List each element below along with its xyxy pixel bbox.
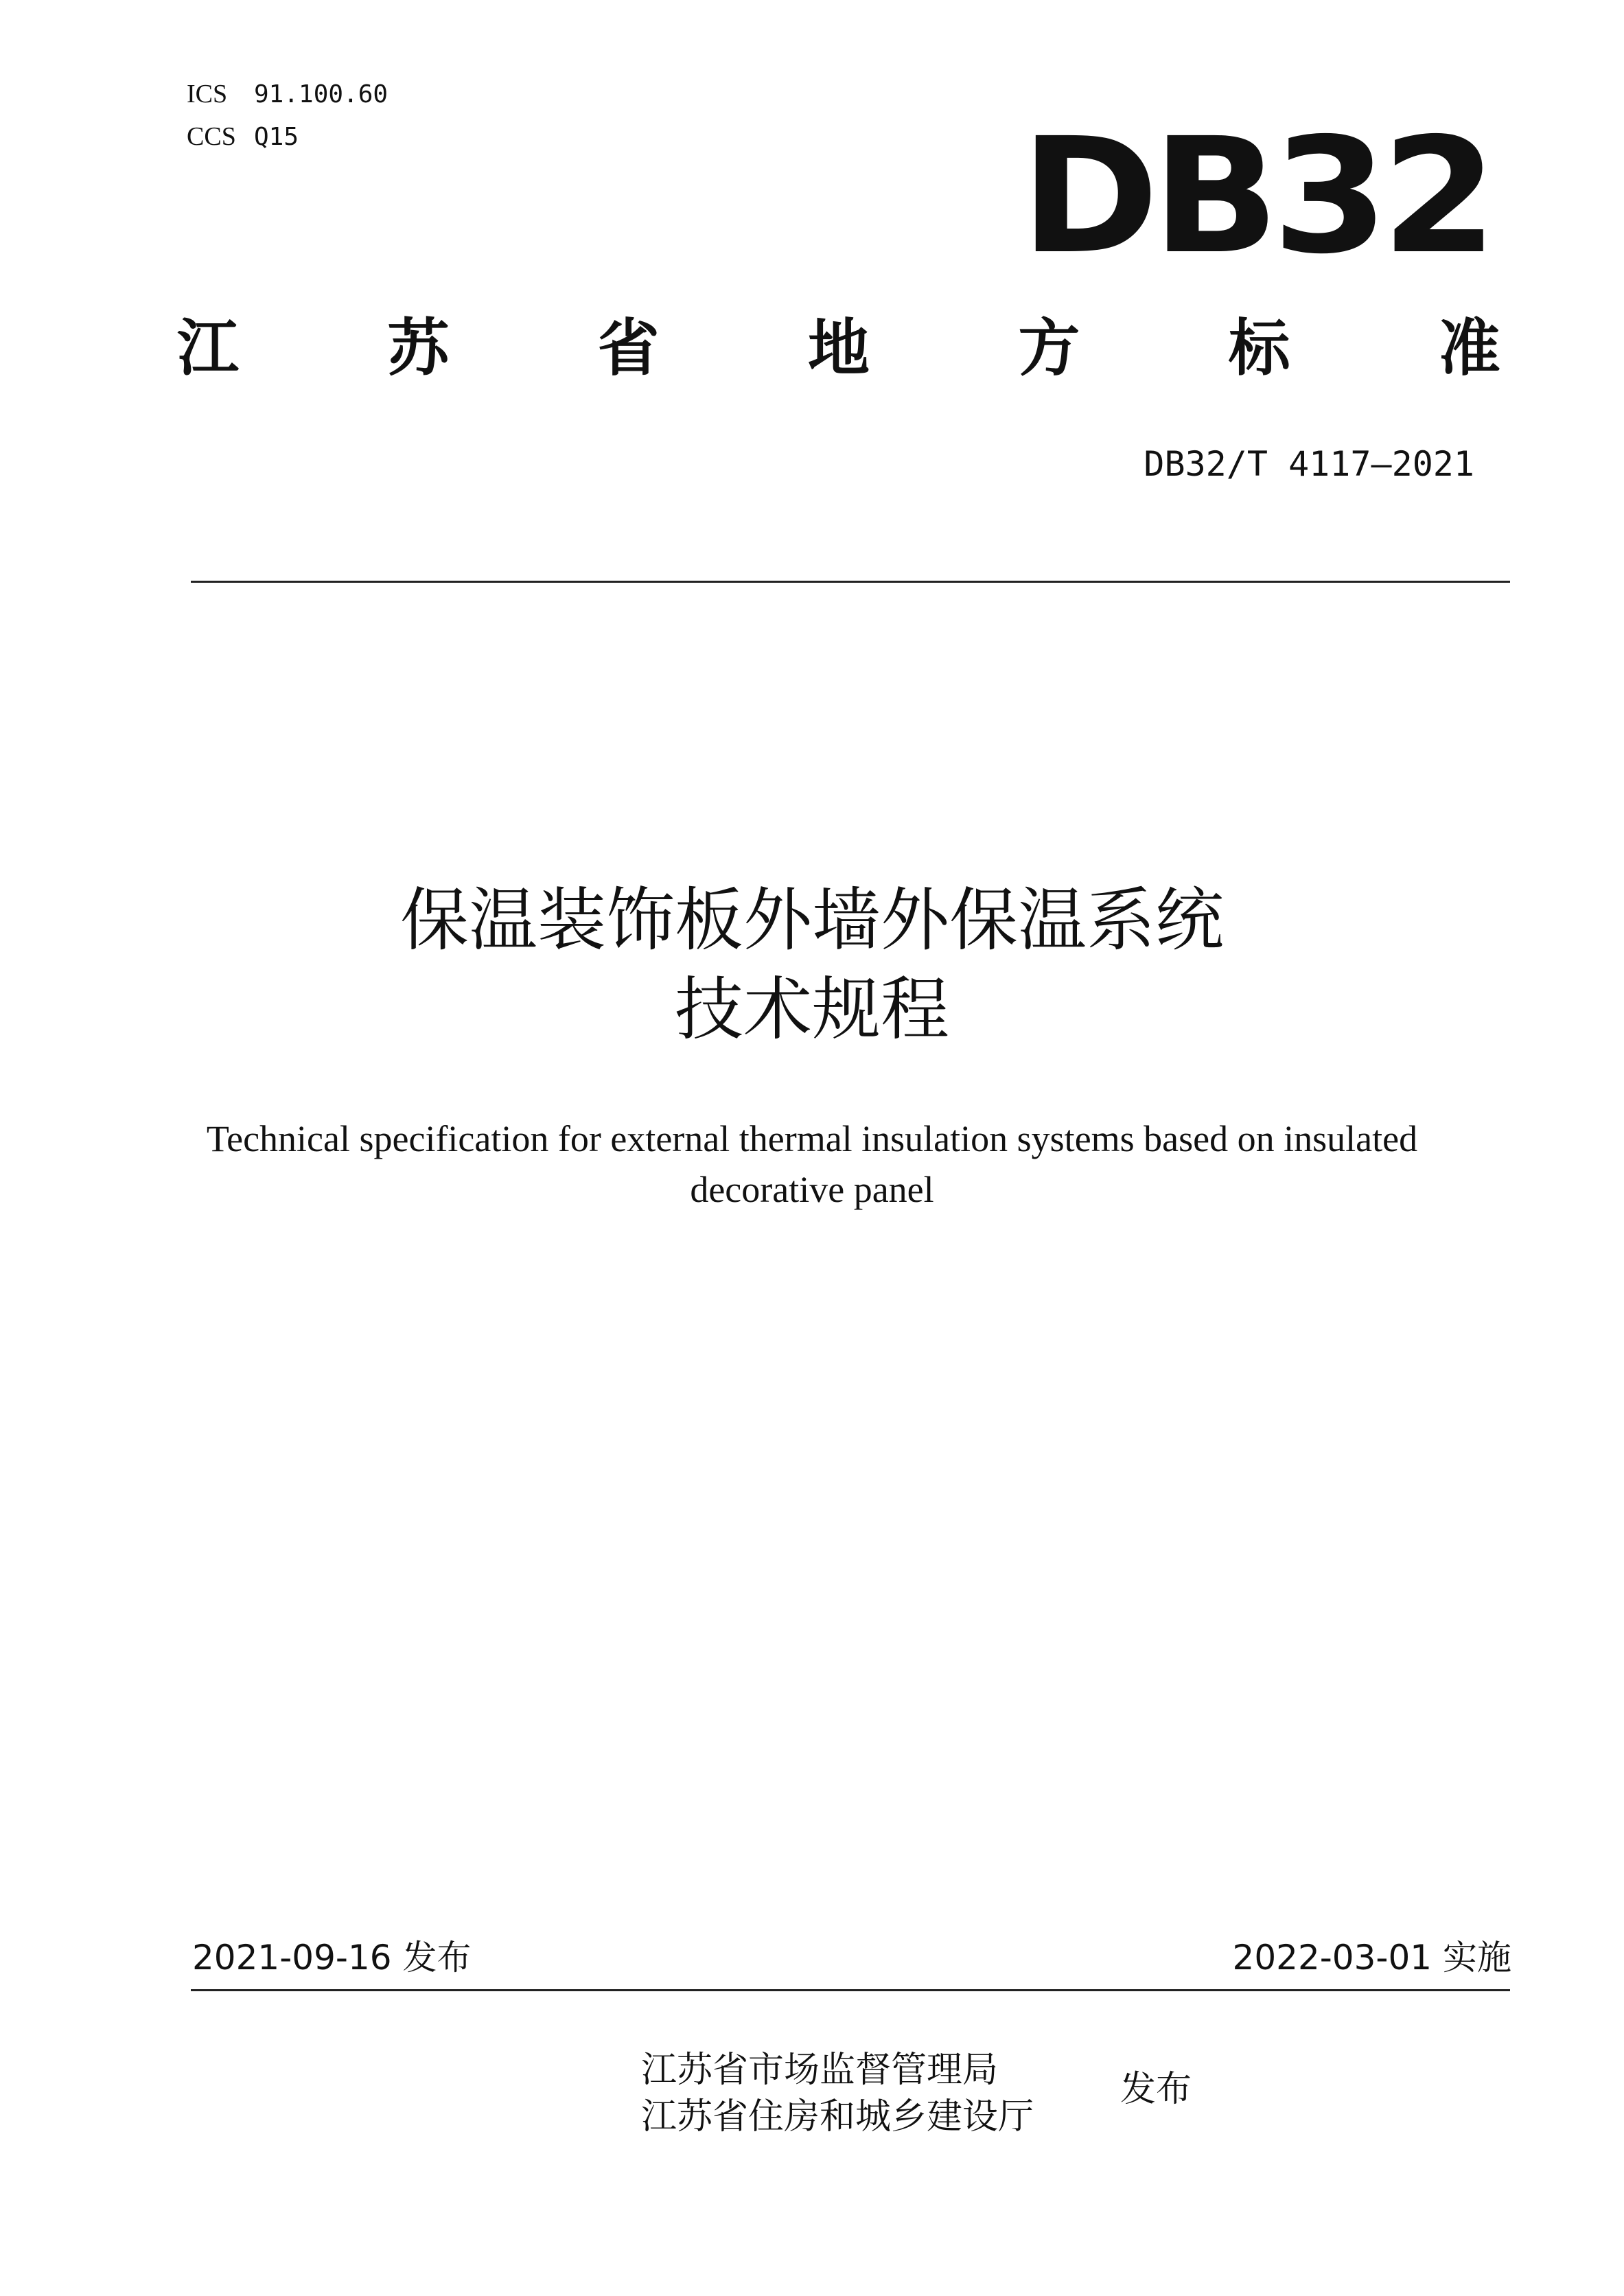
standard-type-char: 省 <box>597 312 660 384</box>
bottom-divider <box>191 1989 1510 1991</box>
english-title: Technical specification for external thermal insulation systems based on insulated decorative panel <box>206 1118 1418 1210</box>
publisher-name: 江苏省市场监督管理局 <box>641 2050 999 2091</box>
document-title <box>0 876 1624 1054</box>
publisher-name: 江苏省住房和城乡建设厅 <box>641 2096 1034 2137</box>
standard-type-char: 江 <box>177 312 239 384</box>
publish-action: 发布 <box>1120 2069 1192 2110</box>
ics-value: 91.100.60 <box>254 80 388 108</box>
ccs-label: CCS <box>187 122 236 151</box>
standard-type-char: 方 <box>1018 312 1080 384</box>
ccs-code <box>187 121 299 152</box>
implementation-date <box>1233 1936 1511 1980</box>
publisher-list <box>641 2047 1034 2140</box>
issue-label: 发布 <box>402 1938 472 1978</box>
standard-type-char: 苏 <box>387 312 450 384</box>
standard-type-char: 地 <box>807 312 870 384</box>
ccs-value: Q15 <box>254 123 299 151</box>
issue-date-value: 2021-09-16 <box>192 1938 392 1978</box>
issue-date <box>192 1936 471 1980</box>
title-line-1: 保温装饰板外墙外保温系统 <box>400 880 1224 960</box>
ics-label: ICS <box>187 80 228 108</box>
standard-type-char: 准 <box>1438 312 1500 384</box>
standard-type-heading <box>177 308 1500 390</box>
ics-code <box>187 78 388 110</box>
standard-type-char: 标 <box>1228 312 1290 384</box>
title-line-2: 技术规程 <box>675 969 949 1050</box>
db32-logo: DB32 <box>1020 104 1491 289</box>
standard-number: DB32/T 4117—2021 <box>1144 444 1474 484</box>
top-divider <box>191 581 1510 583</box>
implementation-label: 实施 <box>1443 1938 1511 1978</box>
implementation-date-value: 2022-03-01 <box>1232 1938 1432 1978</box>
